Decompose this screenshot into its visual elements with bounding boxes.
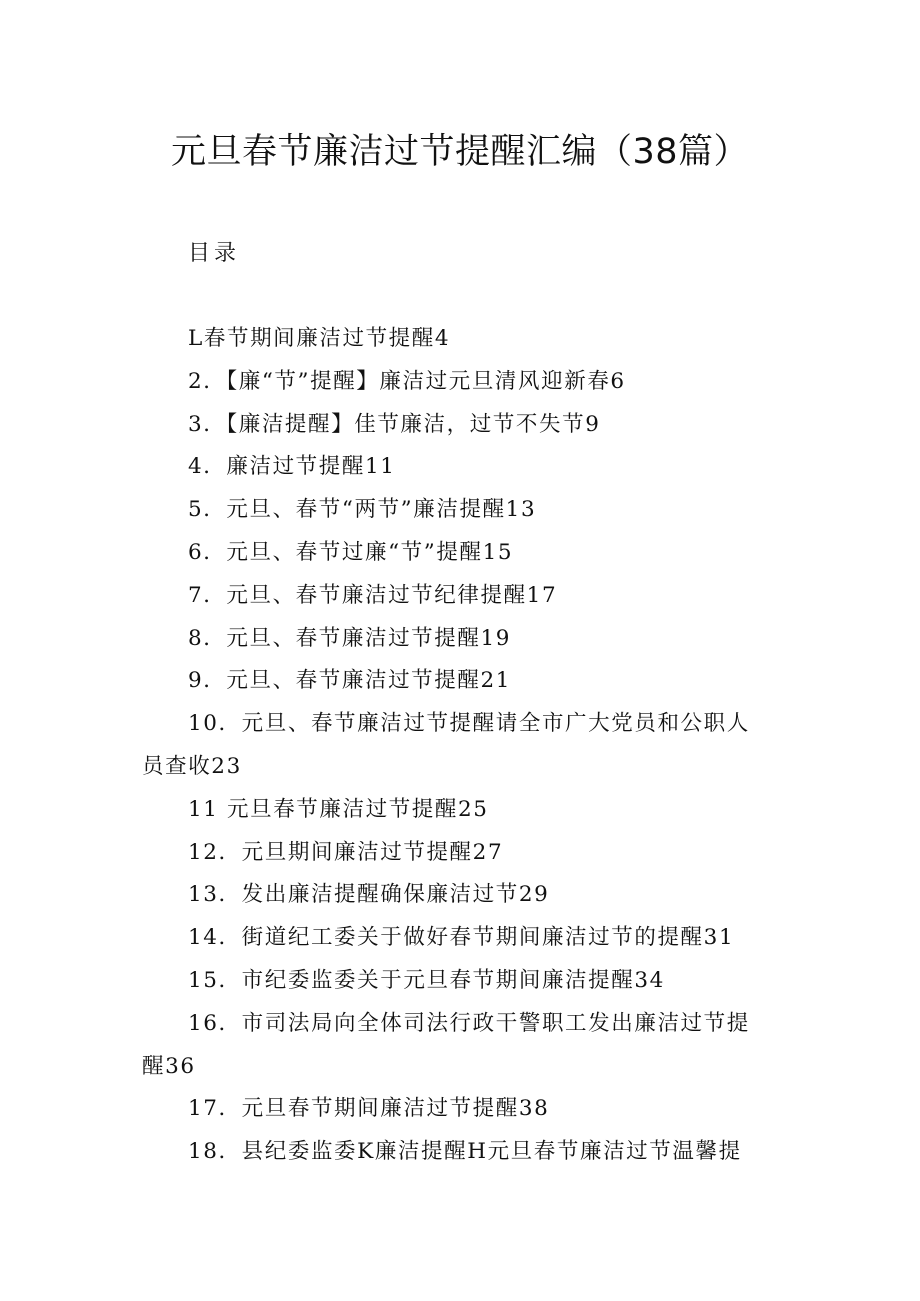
toc-item[interactable]: L春节期间廉洁过节提醒4 bbox=[188, 326, 451, 351]
toc-item[interactable]: 7．元旦、春节廉洁过节纪律提醒17 bbox=[188, 582, 558, 608]
toc-item[interactable]: 12．元旦期间廉洁过节提醒27 bbox=[188, 839, 504, 865]
toc-item-continuation[interactable]: 员查收23 bbox=[142, 753, 242, 779]
toc-item-continuation[interactable]: 醒36 bbox=[142, 1053, 196, 1079]
toc-item[interactable]: 5．元旦、春节“两节”廉洁提醒13 bbox=[188, 497, 537, 523]
toc-item[interactable]: 17．元旦春节期间廉洁过节提醒38 bbox=[188, 1096, 550, 1122]
toc-item[interactable]: 14．街道纪工委关于做好春节期间廉洁过节的提醒31 bbox=[188, 925, 735, 951]
toc-item[interactable]: 6．元旦、春节过廉“节”提醒15 bbox=[188, 539, 514, 565]
toc-item[interactable]: 18．县纪委监委K廉洁提醒H元旦春节廉洁过节温馨提 bbox=[188, 1139, 742, 1165]
toc-item[interactable]: 2．【廉“节”提醒】廉洁过元旦清风迎新春6 bbox=[188, 368, 626, 394]
toc-item[interactable]: 9．元旦、春节廉洁过节提醒21 bbox=[188, 668, 512, 694]
toc-item[interactable]: 4．廉洁过节提醒11 bbox=[188, 454, 396, 480]
toc-item[interactable]: 3．【廉洁提醒】佳节廉洁，过节不失节9 bbox=[188, 411, 601, 437]
table-of-contents bbox=[142, 318, 782, 1174]
toc-item[interactable]: 13．发出廉洁提醒确保廉洁过节29 bbox=[188, 882, 550, 908]
toc-item[interactable]: 15．市纪委监委关于元旦春节期间廉洁提醒34 bbox=[188, 967, 665, 993]
document-title: 元旦春节廉洁过节提醒汇编（38篇） bbox=[170, 132, 750, 172]
toc-item[interactable]: 10．元旦、春节廉洁过节提醒请全市广大党员和公职人 bbox=[188, 711, 750, 737]
toc-item[interactable]: 16．市司法局向全体司法行政干警职工发出廉洁过节提 bbox=[188, 1010, 750, 1036]
toc-item[interactable]: 11 元旦春节廉洁过节提醒25 bbox=[188, 796, 489, 822]
toc-item[interactable]: 8．元旦、春节廉洁过节提醒19 bbox=[188, 625, 512, 651]
toc-heading: 目录 bbox=[188, 241, 241, 266]
